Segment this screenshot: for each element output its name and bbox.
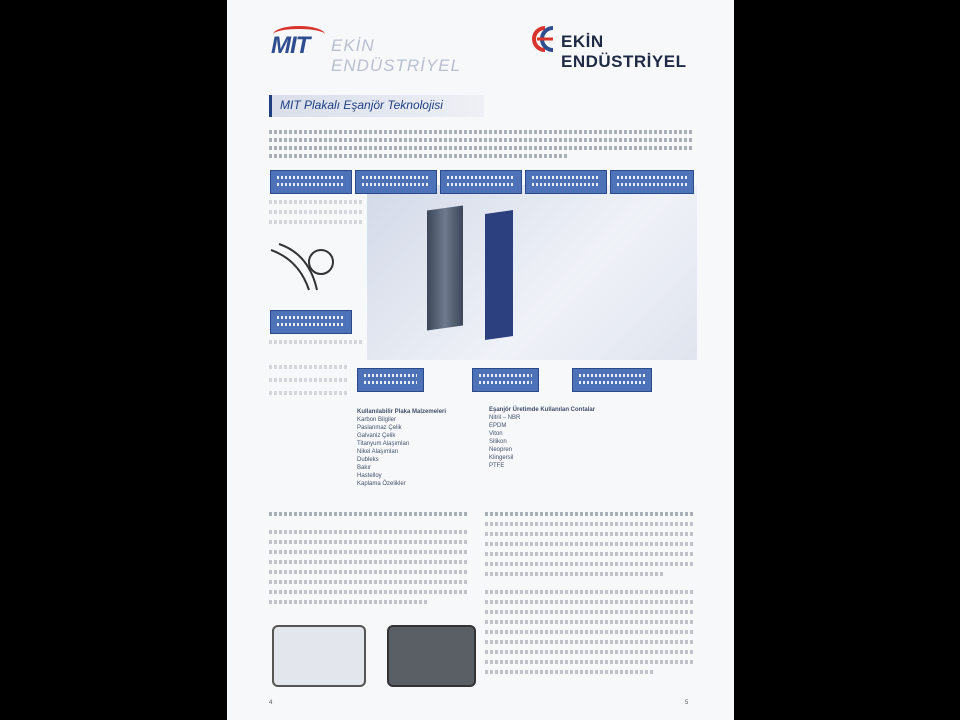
list-item: Klingersil	[489, 455, 514, 461]
materials-list	[357, 408, 446, 488]
callout-tag	[440, 170, 522, 194]
mit-logo: MIT EKİN ENDÜSTRİYEL	[271, 26, 441, 62]
list-item: Nitril – NBR	[489, 415, 521, 421]
callout-tag	[472, 368, 539, 392]
callout-tag	[525, 170, 607, 194]
list-item: Viton	[489, 431, 503, 437]
list-item: Hastelloy	[357, 473, 382, 479]
page-number-right: 5	[685, 700, 689, 706]
list-item: Karbon Bilgiler	[357, 417, 397, 423]
list-item: Silikon	[489, 439, 507, 445]
list-item: Galvaniz Çelik	[357, 433, 396, 439]
gasket-plate-image	[272, 625, 366, 687]
list-item: PTFE	[489, 463, 505, 469]
frame-plate-image	[485, 210, 513, 340]
materials-list-title: Kullanılabilir Plaka Malzemeleri	[357, 409, 447, 415]
list-item: Paslanmaz Çelik	[357, 425, 402, 431]
callout-tag	[357, 368, 424, 392]
list-item: Bakır	[357, 465, 372, 471]
ekin-emblem-icon	[523, 24, 559, 54]
brochure-page	[227, 0, 734, 720]
page-number-left: 4	[269, 700, 273, 706]
callout-tag	[270, 170, 352, 194]
list-item: Nikel Alaşımları	[357, 449, 399, 455]
callout-tag	[355, 170, 437, 194]
callout-tag	[270, 310, 352, 334]
list-item: Dubleks	[357, 457, 379, 463]
list-item: Kaplama Özelikler	[357, 481, 406, 487]
gasket-drawing	[269, 240, 349, 300]
section-title: MIT Plakalı Eşanjör Teknolojisi	[280, 98, 443, 112]
left-brand-name: EKİN ENDÜSTRİYEL	[331, 36, 462, 75]
heat-exchanger-diagram	[367, 185, 697, 360]
right-brand-name: EKİN ENDÜSTRİYEL	[561, 32, 687, 71]
callout-tag	[610, 170, 694, 194]
list-item: Neopren	[489, 447, 513, 453]
gaskets-list	[489, 406, 595, 470]
ekin-logo	[523, 22, 723, 71]
plate-pack-image	[427, 205, 463, 330]
list-item: EPDM	[489, 423, 507, 429]
gaskets-list-title: Eşanjör Üretimde Kullanılan Contalar	[489, 407, 596, 413]
gasket-closeup-image	[387, 625, 476, 687]
list-item: Titanyum Alaşımları	[357, 441, 410, 447]
section-title-bar	[269, 95, 484, 117]
callout-tag	[572, 368, 652, 392]
